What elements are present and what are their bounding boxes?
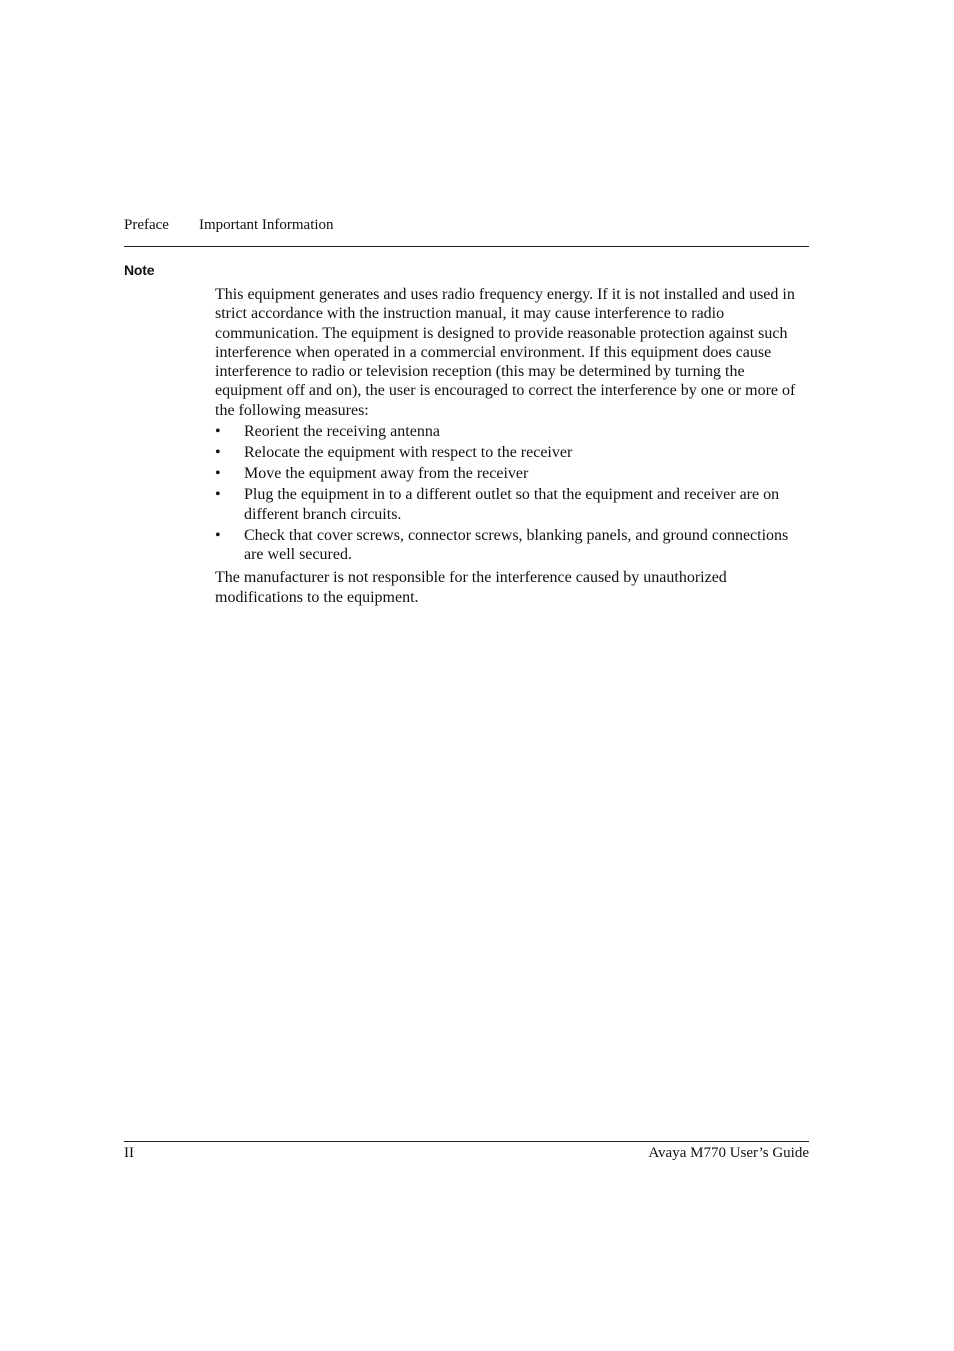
header-rule	[124, 246, 809, 247]
note-label: Note	[124, 262, 155, 278]
bullet-icon: •	[215, 526, 221, 544]
note-body	[215, 285, 809, 607]
list-item	[215, 443, 809, 462]
list-item-text: Move the equipment away from the receiver	[244, 465, 529, 483]
measures-list	[215, 422, 809, 564]
note-intro: This equipment generates and uses radio frequency energy. If it is not installed and used in strict accordance with the instruction manual, it may cause interference to radio communication. The equipment is designed to provide reasonable protection against such interference when operated in a commercial environment. If this equipment does cause interference to radio or television reception (this may be determined by turning the equipment off and on), the user is encouraged to correct the interference by one or more of the following measures:	[215, 286, 796, 419]
list-item-text: Relocate the equipment with respect to the receiver	[244, 444, 573, 462]
bullet-icon: •	[215, 423, 221, 441]
running-footer	[124, 1143, 809, 1163]
list-item	[215, 422, 809, 441]
header-section: Preface	[124, 217, 169, 233]
footer-rule	[124, 1141, 809, 1142]
page-number: II	[124, 1145, 134, 1161]
bullet-icon: •	[215, 444, 221, 462]
header-title: Important Information	[199, 217, 334, 233]
list-item-text: Plug the equipment in to a different outlet so that the equipment and receiver are on different branch circuits.	[244, 486, 780, 523]
running-header	[124, 215, 809, 235]
list-item	[215, 526, 809, 565]
list-item-text: Check that cover screws, connector screws, blanking panels, and ground connections are well secured.	[244, 526, 789, 564]
bullet-icon: •	[215, 465, 221, 483]
list-item	[215, 464, 809, 483]
list-item-text: Reorient the receiving antenna	[244, 423, 440, 441]
note-closing: The manufacturer is not responsible for the interference caused by unauthorized modifications to the equipment.	[215, 569, 727, 606]
list-item	[215, 485, 809, 524]
guide-title: Avaya M770 User’s Guide	[648, 1145, 809, 1161]
bullet-icon: •	[215, 486, 221, 504]
